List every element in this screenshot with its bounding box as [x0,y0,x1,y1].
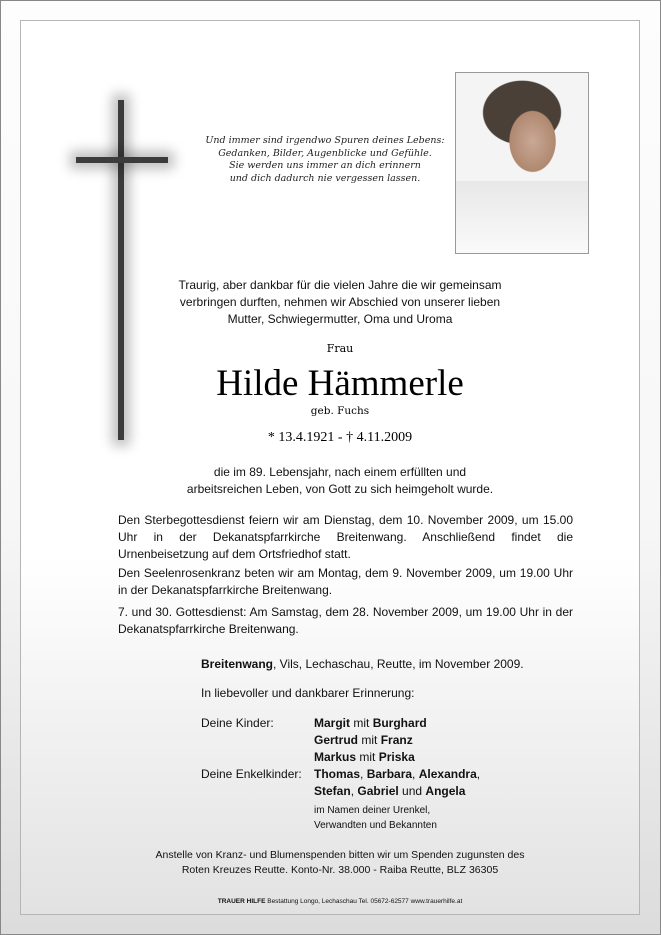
name-part: mit [361,733,378,747]
name-part: Gertrud [314,733,359,747]
name-part: , [412,767,419,781]
grandchildren [314,766,480,783]
footer-brand: TRAUER HILFE [217,898,266,905]
child [314,732,413,749]
memory-line: In liebevoller und dankbarer Erinnerung: [201,686,415,700]
life-dates: * 13.4.1921 - † 4.11.2009 [267,430,413,445]
grandchildren-label: Deine Enkelkinder: [201,767,302,781]
donation-note [120,848,560,878]
great-grandchildren [314,803,437,833]
name-part: Alexandra [418,767,477,781]
intro-line: Traurig, aber dankbar für die vielen Jahre die wir gemeinsam [178,278,502,292]
name-part: Burghard [372,716,427,730]
deceased-name: Hilde Hämmerle [216,363,464,404]
grandchildren [314,783,465,800]
place-bold: Breitenwang [201,657,274,671]
cross-icon-bar [76,157,168,163]
name-part: Angela [425,784,466,798]
title: Frau [326,342,354,355]
poem-line: Sie werden uns immer an dich erinnern [229,160,421,171]
age-line: die im 89. Lebensjahr, nach einem erfüllten und [213,465,467,479]
name-part: mit [353,716,370,730]
child [314,749,415,766]
intro-text [140,277,540,328]
place-rest: , Vils, Lechaschau, Reutte, im November 2009. [273,657,524,671]
donation-line: Anstelle von Kranz- und Blumenspenden bitten wir um Spenden zugunsten des [155,849,525,861]
great-line: Verwandten und Bekannten [314,820,437,831]
rosary: Den Seelenrosenkranz beten wir am Montag, dem 9. November 2009, um 19.00 Uhr in der Dekanatspfarrkirche Breitenwang. [118,566,573,597]
name-part: Stefan [314,784,351,798]
poem [200,135,450,185]
name-part: Thomas [314,767,361,781]
age-line: arbeitsreichen Leben, von Gott zu sich heimgeholt wurde. [186,482,494,496]
donation-line: Roten Kreuzes Reutte. Konto-Nr. 38.000 - Raiba Reutte, BLZ 36305 [181,864,499,876]
name-part: Margit [314,716,350,730]
children-label: Deine Kinder: [201,716,274,730]
intro-line: Mutter, Schwiegermutter, Oma und Uroma [227,312,453,326]
name-part: Gabriel [357,784,399,798]
memorial-masses: 7. und 30. Gottesdienst: Am Samstag, dem 28. November 2009, um 19.00 Uhr in der Dekanatspfarrkirche Breitenwang. [118,605,573,636]
poem-line: und dich dadurch nie vergessen lassen. [229,172,421,184]
intro-line: verbringen durften, nehmen wir Abschied von unserer lieben [179,295,501,309]
child [314,715,427,732]
portrait-photo [455,72,589,254]
name-part: Priska [378,750,415,764]
footer-contact: Bestattung Longo, Lechaschau Tel. 05672-62577 www.trauerhilfe.at [265,898,463,905]
funeral-service: Den Sterbegottesdienst feiern wir am Dienstag, dem 10. November 2009, um 15.00 Uhr in der Dekanatspfarrkirche Breitenwang. Anschließend findet die Urnenbeisetzung auf dem Ortsfriedhof statt. [118,513,573,561]
name-part: und [398,784,426,798]
name-part: mit [359,750,376,764]
name-part: Franz [380,733,413,747]
name-part: , [350,784,358,798]
poem-line: Und immer sind irgendwo Spuren deines Lebens: [205,135,445,146]
name-part: Markus [314,750,357,764]
footer [120,898,560,905]
cross-icon [118,100,124,440]
age-text [150,464,530,498]
great-line: im Namen deiner Urenkel, [314,805,431,816]
place-date [201,657,524,671]
name-part: , [476,767,481,781]
maiden-name: geb. Fuchs [310,405,370,417]
name-part: , [360,767,367,781]
poem-line: Gedanken, Bilder, Augenblicke und Gefühle. [218,147,432,159]
name-part: Barbara [366,767,413,781]
